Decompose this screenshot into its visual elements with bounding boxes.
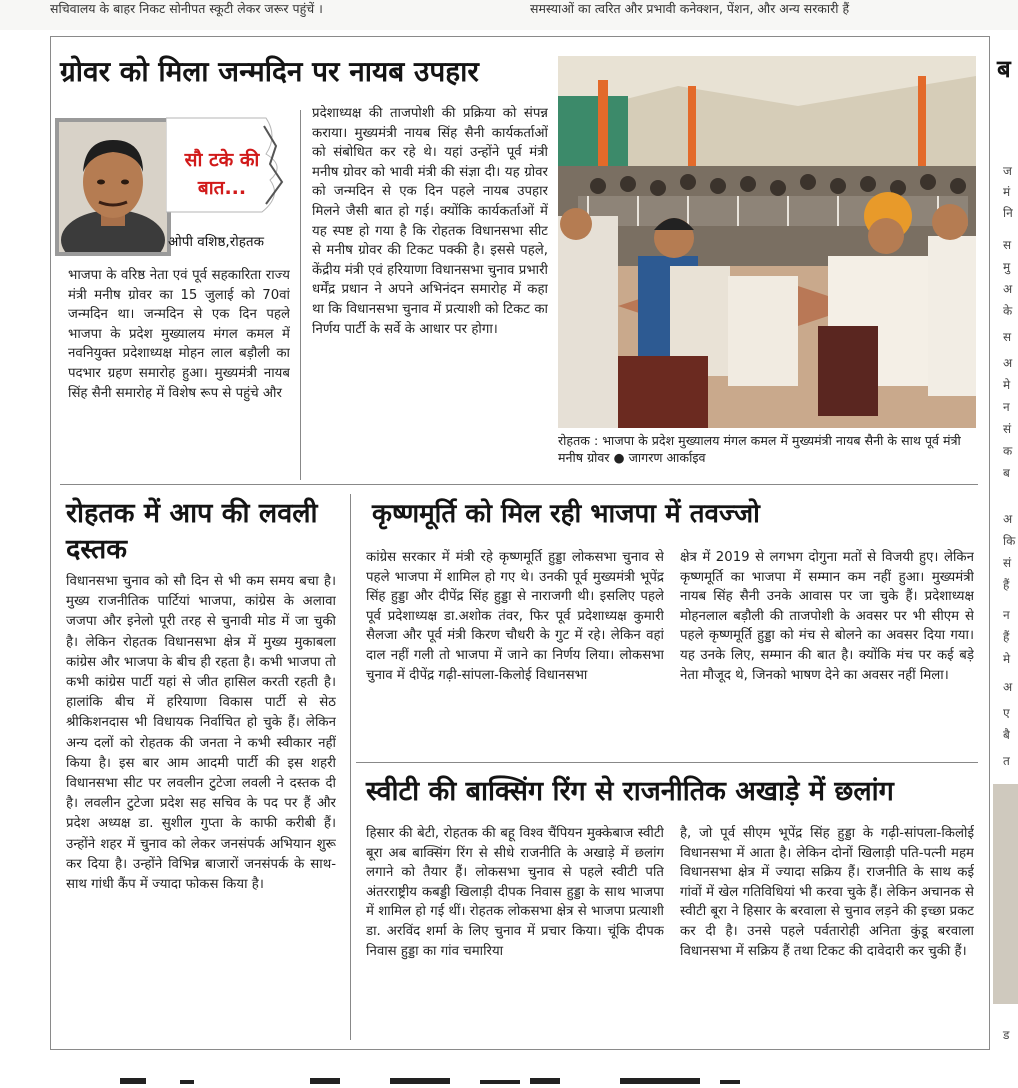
aap-headline: रोहतक में आप की लवली दस्तक [66, 498, 318, 565]
cutoff-text-icon [60, 1062, 1000, 1088]
right-edge-letter: सं [1003, 422, 1012, 436]
right-edge-letter: ब [1003, 466, 1010, 480]
right-edge-letter: अ [1003, 512, 1013, 526]
right-edge-letter: न [1003, 400, 1010, 414]
right-edge-letter: मं [1003, 185, 1011, 199]
event-photo [558, 56, 976, 428]
right-edge-letter: हैं [1003, 578, 1010, 592]
top-strip-left-text: सचिवालय के बाहर निकट सोनीपत स्कूटी लेकर जरूर पहुंचें । [50, 1, 323, 16]
krishan-headline: कृष्णमूर्ति को मिल रही भाजपा में तवज्जो [372, 499, 760, 529]
right-edge-letter: ए [1003, 706, 1010, 720]
right-edge-photo [993, 784, 1018, 1004]
right-edge-letter: के [1003, 304, 1013, 318]
columnist-photo [55, 118, 171, 256]
right-edge-letter: क [1003, 444, 1013, 458]
column-badge-text: सौ टके की बात... [184, 149, 260, 199]
bottom-cut-text [60, 1062, 1000, 1088]
section-rule [60, 484, 978, 485]
right-edge-letter: ड [1003, 1028, 1010, 1042]
right-edge-letter: सं [1003, 556, 1012, 570]
right-edge-letter: अ [1003, 282, 1013, 296]
section-rule [356, 762, 978, 763]
photo-caption: रोहतक : भाजपा के प्रदेश मुख्यालय मंगल कमल में मुख्यमंत्री नायब सैनी के साथ पूर्व मंत्री मनीष ग्रोवर ● जागरण आर्काइव [558, 433, 961, 465]
right-edge-letter: स [1003, 238, 1012, 252]
sweety-story-col2: है, जो पूर्व सीएम भूपेंद्र सिंह हुड्डा के गढ़ी-सांपला-किलोई विधानसभा में आता है। लेकिन दोनों खिलाड़ी पति-पत्नी महम विधानसभा क्षेत्र में ज्यादा सक्रिय हैं। राजनीति के साथ कई गांवों में खेल गतिविधियां भी करवा चुके हैं। लेकिन अचानक से स्वीटी बूरा ने हिसार के बरवाला से चुनाव लड़ने की इच्छा प्रकट कर दी है। उनसे पहले पर्वतारोही अनिता कुंडू बरवाला विधानसभा में सक्रिय हैं तथा टिकट की दावेदारी कर चुकी हैं। [680, 826, 974, 959]
column-rule [300, 110, 301, 480]
right-edge-letter: त [1003, 754, 1010, 768]
right-edge-letter: ज [1003, 164, 1012, 178]
columnist-portrait-icon [59, 122, 167, 252]
right-edge-letter: मु [1003, 260, 1011, 274]
column-rule [350, 494, 351, 1040]
right-edge-letter: नि [1003, 206, 1013, 220]
right-edge-headline: ब [997, 55, 1011, 83]
right-edge-letter: मे [1003, 378, 1011, 392]
top-strip-right-text: समस्याओं का त्वरित और प्रभावी कनेक्शन, पेंशन, और अन्य सरकारी हैं [530, 1, 850, 16]
byline: ओपी वशिष्ठ,रोहतक [168, 234, 264, 250]
sweety-headline: स्वीटी की बाक्सिंग रिंग से राजनीतिक अखाड़े में छलांग [366, 776, 894, 807]
right-edge-letter: अ [1003, 680, 1013, 694]
krishan-story-col1: कांग्रेस सरकार में मंत्री रहे कृष्णमूर्ति हुड्डा लोकसभा चुनाव से पहले भाजपा में शामिल हो गए थे। उनकी पूर्व मुख्यमंत्री भूपेंद्र सिंह हुड्डा और दीपेंद्र सिंह हुड्डा से नाराजगी थी। इसलिए पहले पूर्व प्रदेशाध्यक्ष डा.अशोक तंवर, फिर पूर्व प्रदेशाध्यक्ष कुमारी सैलजा और पूर्व मंत्री किरण चौधरी के गुट में रहे। लेकिन वहां दाल नहीं गली तो भाजपा में जाने का निर्णय लिया। लोकसभा चुनाव में दीपेंद्र गढ़ी-सांपला-किलोई विधानसभा [366, 550, 664, 683]
main-story-col2: प्रदेशाध्यक्ष की ताजपोशी की प्रक्रिया को संपन्न कराया। मुख्यमंत्री नायब सिंह सैनी कार्यकर्ताओं को संबोधित कर रहे थे। यहां उन्होंने पूर्व मंत्री मनीष ग्रोवर को भावी मंत्री की संज्ञा दी। यह ग्रोवर को जन्मदिन से एक दिन पहले नायब उपहार मिलने जैसी बात हो गई। क्योंकि कार्यकर्ताओं में यह स्पष्ट हो गया है कि रोहतक विधानसभा सीट से मनीष ग्रोवर की टिकट पक्की है। इससे पहले, केंद्रीय मंत्री एवं हरियाणा विधानसभा चुनाव प्रभारी धर्मेंद्र प्रधान ने अपने अभिनंदन समारोह में कहा था कि विधानसभा चुनाव में प्रत्याशी को टिकट का निर्णय पार्टी के सर्वे के आधार पर होगा। [312, 106, 548, 337]
main-headline: ग्रोवर को मिला जन्मदिन पर नायब उपहार [60, 55, 479, 88]
main-story-col1: भाजपा के वरिष्ठ नेता एवं पूर्व सहकारिता राज्य मंत्री मनीष ग्रोवर का 15 जुलाई को 70वां जन्मदिन था। जन्मदिन से एक दिन पहले भाजपा के प्रदेश मुख्यालय मंगल कमल में नवनियुक्त प्रदेशाध्यक्ष मोहन लाल बड़ौली का पदभार ग्रहण समारोह हुआ। मुख्यमंत्री नायब सिंह सैनी समारोह में विशेष रूप से पहुंचे और [68, 268, 290, 401]
sweety-story-col1: हिसार की बेटी, रोहतक की बहू विश्व चैंपियन मुक्केबाज स्वीटी बूरा अब बाक्सिंग रिंग से सीधे राजनीति के अखाड़े में छलांग लगाने को तैयार हैं। लोकसभा चुनाव से पहले स्वीटी पति अंतरराष्ट्रीय कबड्डी खिलाड़ी दीपक निवास हुड्डा के साथ भाजपा में शामिल हो गई थीं। रोहतक लोकसभा क्षेत्र से भाजपा प्रत्याशी डा. अरविंद शर्मा के लिए चुनाव में प्रचार किया। चूंकि दीपक निवास हुड्डा का गांव चमारिया [366, 826, 664, 959]
right-edge-letter: स [1003, 330, 1012, 344]
right-edge-letter: कि [1003, 534, 1016, 548]
right-edge-letter: हैं [1003, 630, 1010, 644]
right-edge-letter: बै [1003, 728, 1010, 742]
event-photo-scene-icon [558, 56, 976, 428]
krishan-story-col2: क्षेत्र में 2019 से लगभग दोगुना मतों से विजयी हुए। लेकिन कृष्णमूर्ति का भाजपा में सम्मान कम नहीं हुआ। मुख्यमंत्री नायब सिंह सैनी उनके आवास पर जा चुके हैं। प्रदेशाध्यक्ष मोहनलाल बड़ौली की ताजपोशी के अवसर पर भी सीएम से पहले कृष्णमूर्ति हुड्डा को मंच से बोलने का अवसर दिया गया। यह उनके लिए, सम्मान की बात है। क्योंकि मंच पर कई बड़े नेता मौजूद थे, जिनको भाषण देने का अवसर नहीं मिला। [680, 550, 974, 683]
right-edge-letter: अ [1003, 356, 1013, 370]
aap-story-text: विधानसभा चुनाव को सौ दिन से भी कम समय बचा है। मुख्य राजनीतिक पार्टियां भाजपा, कांग्रेस के अलावा जजपा और इनेलो पूरी तरह से चुनावी मोड में जा चुकी है। लेकिन रोहतक विधानसभा क्षेत्र में मुख्य मुकाबला कांग्रेस और भाजपा के बीच ही रहता है। कभी भाजपा तो कभी कांग्रेस पार्टी यहां से जीत हासिल करती रहती है। हालांकि बीच में हरियाणा विकास पार्टी से सेठ श्रीकिशनदास भी विधायक निर्वाचित हो चुके हैं। लेकिन अन्य दलों को रोहतक की जनता ने कभी स्वीकार नहीं किया है। इस बार आम आदमी पार्टी की इस शहरी विधानसभा सीट पर लवलीन टुटेजा लवली ने दस्तक दी है। लवलीन टुटेजा प्रदेश सह सचिव के पद पर हैं और प्रदेश अध्यक्ष डा. सुशील गुप्ता के काफी करीबी हैं। उन्होंने शहर में चुनाव को लेकर जनसंपर्क अभियान शुरू कर दिया है। उन्होंने विभिन्न बाजारों जनसंपर्क के साथ-साथ गांधी कैंप में ज्यादा फोकस किया है। [66, 574, 336, 893]
right-edge-letter: न [1003, 608, 1010, 622]
right-edge-letter: मे [1003, 652, 1011, 666]
right-page-edge [989, 36, 1018, 1048]
